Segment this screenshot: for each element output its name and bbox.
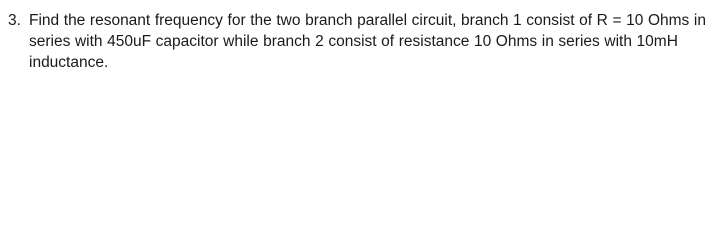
question-number: 3. [8, 12, 21, 29]
question-item [8, 10, 722, 73]
question-text: Find the resonant frequency for the two branch parallel circuit, branch 1 consist of R = 10 Ohms in series with 450uF capacitor while branch 2 consist of resistance 10 Ohms in series with 10mH inductance. [29, 12, 706, 71]
